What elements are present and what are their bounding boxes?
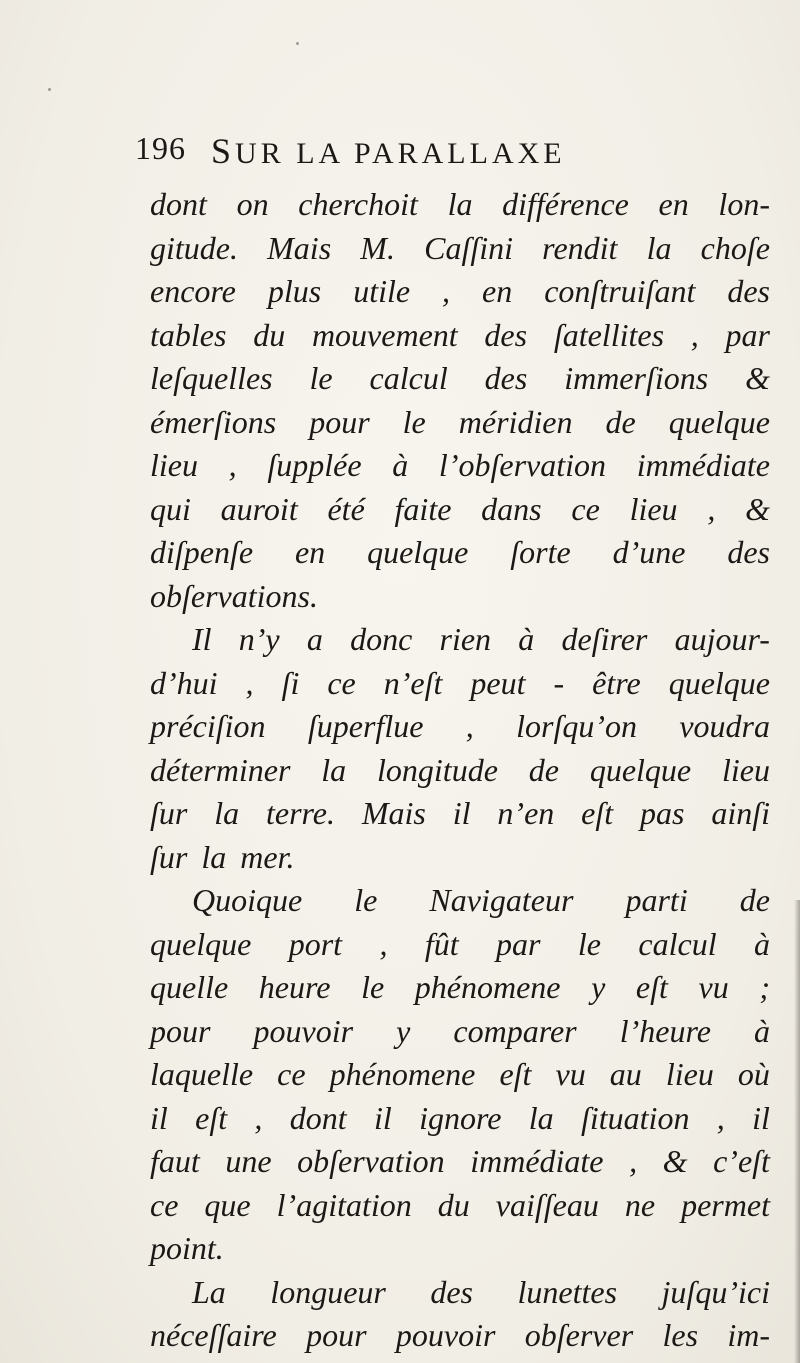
word: lorſqu’on <box>516 708 637 744</box>
word: , <box>707 490 716 527</box>
word: été <box>327 490 365 527</box>
word: eſt <box>195 1099 228 1136</box>
word: Mais <box>267 229 332 266</box>
word: im- <box>727 1317 770 1353</box>
text-line <box>150 401 770 445</box>
text-line <box>150 444 770 488</box>
word: encore <box>150 273 236 309</box>
word: une <box>225 1143 272 1179</box>
word: aujour- <box>674 621 770 657</box>
word: au <box>609 1056 642 1092</box>
word: de <box>605 403 636 440</box>
word: qui <box>150 490 191 527</box>
word: parti <box>625 882 688 918</box>
word: ; <box>759 969 770 1005</box>
text-line <box>150 314 770 358</box>
word: mer. <box>240 838 295 875</box>
word: eſt <box>635 969 668 1005</box>
word: d’hui <box>150 664 218 701</box>
word: laquelle <box>150 1056 254 1092</box>
word: ce <box>571 490 600 527</box>
text-line <box>150 357 770 401</box>
word: n’y <box>238 621 280 657</box>
word: ignore <box>419 1099 502 1136</box>
word: voudra <box>679 708 770 744</box>
word: du <box>437 1186 470 1223</box>
word: quelle <box>150 969 229 1005</box>
word: Caſſini <box>424 229 514 266</box>
word: rien <box>439 621 492 657</box>
word: port <box>288 925 343 962</box>
word: tables <box>150 316 227 353</box>
word: fût <box>424 925 459 962</box>
word: eſt <box>581 795 614 831</box>
word: Quoique <box>192 882 303 918</box>
word: eſt <box>499 1056 532 1092</box>
text-line <box>150 923 770 967</box>
word: néceſſaire <box>150 1317 277 1353</box>
word: que <box>204 1186 251 1223</box>
word: d’une <box>612 534 686 570</box>
word: ſur <box>150 795 188 831</box>
word: immédiate <box>636 447 770 483</box>
word: les <box>662 1317 699 1353</box>
word: des <box>727 534 770 570</box>
text-line <box>150 836 770 880</box>
word: heure <box>258 969 331 1005</box>
word: lieu <box>150 447 198 483</box>
running-head-initial: S <box>211 131 236 171</box>
word: le <box>354 882 378 918</box>
word: il <box>373 1099 392 1136</box>
word: le <box>361 969 385 1005</box>
word: pour <box>150 1012 211 1049</box>
word: phénomene <box>414 969 561 1005</box>
word: ce <box>277 1056 306 1092</box>
word: immerſions <box>564 360 709 396</box>
word: ſituation <box>580 1099 690 1136</box>
word: conſtruiſant <box>544 273 696 309</box>
word: préciſion <box>150 708 266 744</box>
word: Navigateur <box>429 882 574 918</box>
word: peut <box>470 664 526 701</box>
word: , <box>690 316 699 353</box>
word: à <box>754 925 770 962</box>
word: obſerver <box>524 1317 634 1353</box>
word: pouvoir <box>253 1012 354 1049</box>
ink-speck <box>48 88 51 91</box>
word: terre. <box>265 795 335 831</box>
word: gitude. <box>150 229 238 266</box>
word: phénomene <box>329 1056 476 1092</box>
word: ſatellites <box>553 316 665 353</box>
text-line <box>150 966 770 1010</box>
word: ſorte <box>510 534 571 570</box>
word: à <box>392 447 409 483</box>
word: ſi <box>281 664 300 701</box>
word: n’eſt <box>383 664 443 701</box>
text-line <box>150 705 770 749</box>
word: quelque <box>668 403 770 440</box>
text-line <box>150 1140 770 1184</box>
word: La <box>192 1273 226 1310</box>
word: par <box>496 925 541 962</box>
body-text <box>150 183 770 1358</box>
word: calcul <box>369 360 448 396</box>
word: Il <box>192 621 212 657</box>
text-line <box>150 1053 770 1097</box>
word: des <box>430 1273 473 1310</box>
word: longitude <box>377 751 498 788</box>
word: donc <box>350 621 413 657</box>
word: il <box>752 1099 770 1136</box>
word: du <box>253 316 286 353</box>
word: quelque <box>668 664 770 701</box>
word: de <box>739 882 770 918</box>
word: pas <box>640 795 685 831</box>
word: lunettes <box>517 1273 618 1310</box>
word: dont <box>150 186 207 222</box>
word: diſpenſe <box>150 534 254 570</box>
word: ſupplée <box>267 447 362 483</box>
word: utile <box>353 273 411 309</box>
running-head-rest: UR LA PARALLAXE <box>235 137 566 170</box>
word: quelque <box>150 925 252 962</box>
word: à <box>518 621 535 657</box>
ink-speck <box>296 42 299 45</box>
word: par <box>725 316 770 353</box>
word: pour <box>309 403 370 440</box>
text-line <box>150 749 770 793</box>
word: - <box>553 664 565 701</box>
word: on <box>236 186 269 222</box>
word: la <box>447 186 473 222</box>
text-line <box>150 792 770 836</box>
word: , <box>442 273 451 309</box>
word: la <box>528 1099 554 1136</box>
word: méridien <box>458 403 573 440</box>
text-line <box>150 879 770 923</box>
word: quelque <box>589 751 692 788</box>
word: longueur <box>270 1273 386 1310</box>
word: lieu <box>665 1056 714 1092</box>
word: l’obſervation <box>438 447 606 483</box>
word: le <box>402 403 426 440</box>
word: ſuperflue <box>307 708 424 744</box>
word: , <box>629 1143 638 1179</box>
word: obſervations. <box>150 577 318 614</box>
text-line <box>150 1314 770 1358</box>
word: y <box>396 1012 411 1049</box>
word: vaiſſeau <box>495 1186 599 1223</box>
word: faut <box>150 1143 200 1179</box>
word: émerſions <box>150 403 277 440</box>
text-line <box>150 575 770 619</box>
word: il <box>150 1099 168 1136</box>
word: être <box>592 664 641 701</box>
word: le <box>309 360 333 396</box>
text-line <box>150 1097 770 1141</box>
text-line <box>150 618 770 662</box>
word: n’en <box>497 795 555 831</box>
text-line <box>150 1184 770 1228</box>
word: en <box>658 186 689 222</box>
word: le <box>577 925 601 962</box>
word: ne <box>624 1186 656 1223</box>
word: ce <box>327 664 356 701</box>
page-number: 196 <box>135 130 186 166</box>
word: a <box>306 621 323 657</box>
word: y <box>591 969 606 1005</box>
word: , <box>716 1099 725 1136</box>
word: plus <box>267 273 322 309</box>
word: comparer <box>453 1012 577 1049</box>
word: quelque <box>367 534 469 570</box>
word: des <box>484 360 528 396</box>
word: , <box>465 708 474 744</box>
word: vu <box>555 1056 586 1092</box>
text-line <box>150 662 770 706</box>
word: où <box>737 1056 770 1092</box>
word: à <box>753 1012 770 1049</box>
word: lon- <box>718 186 770 222</box>
word: dont <box>289 1099 347 1136</box>
word: des <box>484 316 528 353</box>
word: obſervation <box>297 1143 445 1179</box>
word: immédiate <box>470 1143 604 1179</box>
word: Mais <box>361 795 426 831</box>
word: l’agitation <box>276 1186 412 1223</box>
word: juſqu’ici <box>661 1273 770 1310</box>
word: , <box>245 664 254 701</box>
word: lieu <box>629 490 678 527</box>
word: pour <box>306 1317 367 1353</box>
word: en <box>294 534 326 570</box>
word: déterminer <box>150 751 291 788</box>
word: & <box>662 1143 688 1179</box>
word: lieu <box>721 751 770 788</box>
word: ainſi <box>711 795 770 831</box>
text-line <box>150 183 770 227</box>
word: deſirer <box>561 621 648 657</box>
word: ce <box>150 1186 179 1223</box>
word: permet <box>681 1186 770 1223</box>
word: vu <box>698 969 729 1005</box>
page-header <box>135 130 695 174</box>
word: point. <box>150 1230 224 1266</box>
word: faite <box>394 490 452 527</box>
word: pouvoir <box>395 1317 496 1353</box>
word: calcul <box>638 925 717 962</box>
text-line <box>150 1227 770 1271</box>
word: , <box>228 447 237 483</box>
word: M. <box>360 229 395 266</box>
word: , <box>379 925 388 962</box>
word: la <box>321 751 347 788</box>
word: la <box>201 838 227 875</box>
word: la <box>214 795 240 831</box>
word: il <box>452 795 471 831</box>
word: ſur <box>150 838 188 875</box>
word: mouvement <box>311 316 458 353</box>
word: différence <box>502 186 629 222</box>
word: de <box>528 751 559 788</box>
word: leſquelles <box>150 360 273 396</box>
word: cherchoit <box>298 186 418 222</box>
word: & <box>745 360 770 396</box>
running-head <box>211 130 566 172</box>
word: la <box>646 229 672 266</box>
text-line <box>150 270 770 314</box>
word: choſe <box>700 229 770 266</box>
text-line <box>150 1010 770 1054</box>
word: auroit <box>220 490 298 527</box>
text-line <box>150 1271 770 1315</box>
word: des <box>727 273 770 309</box>
page-edge-shadow <box>794 900 800 1363</box>
word: l’heure <box>619 1012 711 1049</box>
text-line <box>150 531 770 575</box>
word: & <box>745 490 770 527</box>
text-line <box>150 227 770 271</box>
word: dans <box>481 490 542 527</box>
word: rendit <box>542 229 618 266</box>
word: , <box>254 1099 263 1136</box>
word: en <box>482 273 513 309</box>
word: c’eſt <box>713 1143 770 1179</box>
text-line <box>150 488 770 532</box>
